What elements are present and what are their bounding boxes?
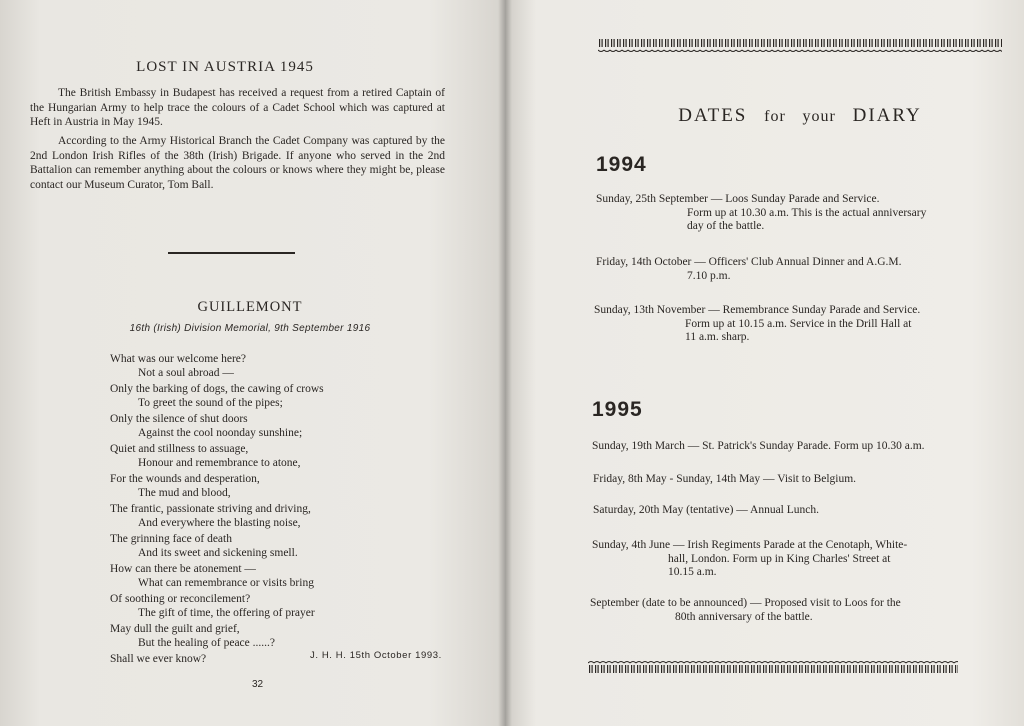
- event-line: 7.10 p.m.: [687, 269, 731, 282]
- poem-line: And everywhere the blasting noise,: [138, 517, 301, 529]
- poem-line: Not a soul abroad —: [138, 367, 234, 379]
- poem-line: Shall we ever know?: [110, 653, 207, 665]
- diary-event: [593, 504, 993, 518]
- poem-line: Quiet and stillness to assuage,: [110, 443, 249, 455]
- event-line: Form up at 10.15 a.m. Service in the Drill Hall at: [685, 317, 912, 330]
- diary-title-word: for: [764, 108, 786, 125]
- poem-subtitle: 16th (Irish) Division Memorial, 9th September 1916: [129, 323, 371, 334]
- event-line: Friday, 8th May - Sunday, 14th May — Visit to Belgium.: [593, 473, 857, 485]
- poem-line: But the healing of peace ......?: [138, 637, 275, 649]
- decorative-border-bottom: [588, 658, 958, 674]
- event-line: Friday, 14th October — Officers' Club Annual Dinner and A.G.M.: [596, 256, 902, 268]
- article-title: LOST IN AUSTRIA 1945: [136, 59, 314, 75]
- poem-line: For the wounds and desperation,: [110, 473, 260, 485]
- article-paragraph-2: According to the Army Historical Branch the Cadet Company was captured by the 2nd London Irish Rifles of the 38th (Irish) Brigade. If anyone who served in the 2nd Battalion can remember anything about the colours or knows where they might be, please contact our Museum Curator, Tom Ball.: [30, 135, 445, 191]
- diary-event: [594, 304, 994, 345]
- event-line: 11 a.m. sharp.: [685, 331, 750, 343]
- event-line: September (date to be announced) — Proposed visit to Loos for the: [590, 597, 901, 609]
- decorative-border-top: [598, 38, 1002, 54]
- event-line: day of the battle.: [687, 220, 765, 232]
- event-line: 10.15 a.m.: [668, 566, 717, 578]
- book-gutter: [498, 0, 512, 726]
- poem-signature: J. H. H. 15th October 1993.: [310, 650, 442, 661]
- diary-event: [593, 473, 993, 487]
- poem-line: And its sweet and sickening smell.: [138, 547, 298, 559]
- diary-title: [600, 105, 1000, 127]
- event-line: Sunday, 13th November — Remembrance Sunday Parade and Service.: [594, 304, 921, 316]
- poem-title: GUILLEMONT: [197, 299, 303, 315]
- poem-line: The grinning face of death: [110, 533, 232, 545]
- diary-event: [596, 193, 996, 234]
- poem-line: Only the silence of shut doors: [110, 413, 248, 425]
- poem-line: What can remembrance or visits bring: [138, 577, 314, 589]
- article-paragraph-1: The British Embassy in Budapest has received a request from a retired Captain of the Hungarian Army to help trace the colours of a Cadet School which was captured at Heft in Austria in May 1945.: [30, 87, 445, 128]
- page-number: 32: [252, 679, 264, 690]
- event-line: 80th anniversary of the battle.: [675, 610, 813, 623]
- diary-title-word: DATES: [678, 105, 748, 126]
- section-divider: [168, 252, 295, 254]
- year-heading-1995: 1995: [592, 398, 643, 421]
- poem-line: Only the barking of dogs, the cawing of crows: [110, 383, 324, 395]
- poem-line: What was our welcome here?: [110, 353, 247, 365]
- diary-title-word: your: [802, 108, 836, 125]
- event-line: Sunday, 4th June — Irish Regiments Parade at the Cenotaph, White-: [592, 539, 908, 551]
- diary-event: [590, 597, 990, 624]
- diary-event: [592, 539, 992, 580]
- year-heading-1994: 1994: [596, 153, 647, 176]
- poem-line: To greet the sound of the pipes;: [138, 397, 283, 409]
- diary-event: [596, 256, 996, 283]
- diary-event: [592, 440, 992, 454]
- poem-line: May dull the guilt and grief,: [110, 623, 240, 635]
- event-line: Form up at 10.30 a.m. This is the actual anniversary: [687, 206, 927, 219]
- poem-line: The mud and blood,: [138, 487, 231, 499]
- event-line: Saturday, 20th May (tentative) — Annual Lunch.: [593, 504, 820, 516]
- event-line: Sunday, 19th March — St. Patrick's Sunday Parade. Form up 10.30 a.m.: [592, 440, 925, 452]
- poem-line: Against the cool noonday sunshine;: [138, 427, 303, 439]
- poem-body: [110, 352, 470, 666]
- poem-line: Honour and remembrance to atone,: [138, 457, 301, 469]
- event-line: hall, London. Form up in King Charles' Street at: [668, 552, 891, 565]
- poem-line: How can there be atonement —: [110, 563, 256, 575]
- poem-line: Of soothing or reconcilement?: [110, 593, 251, 605]
- diary-title-word: DIARY: [852, 105, 922, 126]
- poem-line: The frantic, passionate striving and driving,: [110, 503, 311, 515]
- event-line: Sunday, 25th September — Loos Sunday Parade and Service.: [596, 193, 880, 205]
- poem-line: The gift of time, the offering of prayer: [138, 607, 315, 619]
